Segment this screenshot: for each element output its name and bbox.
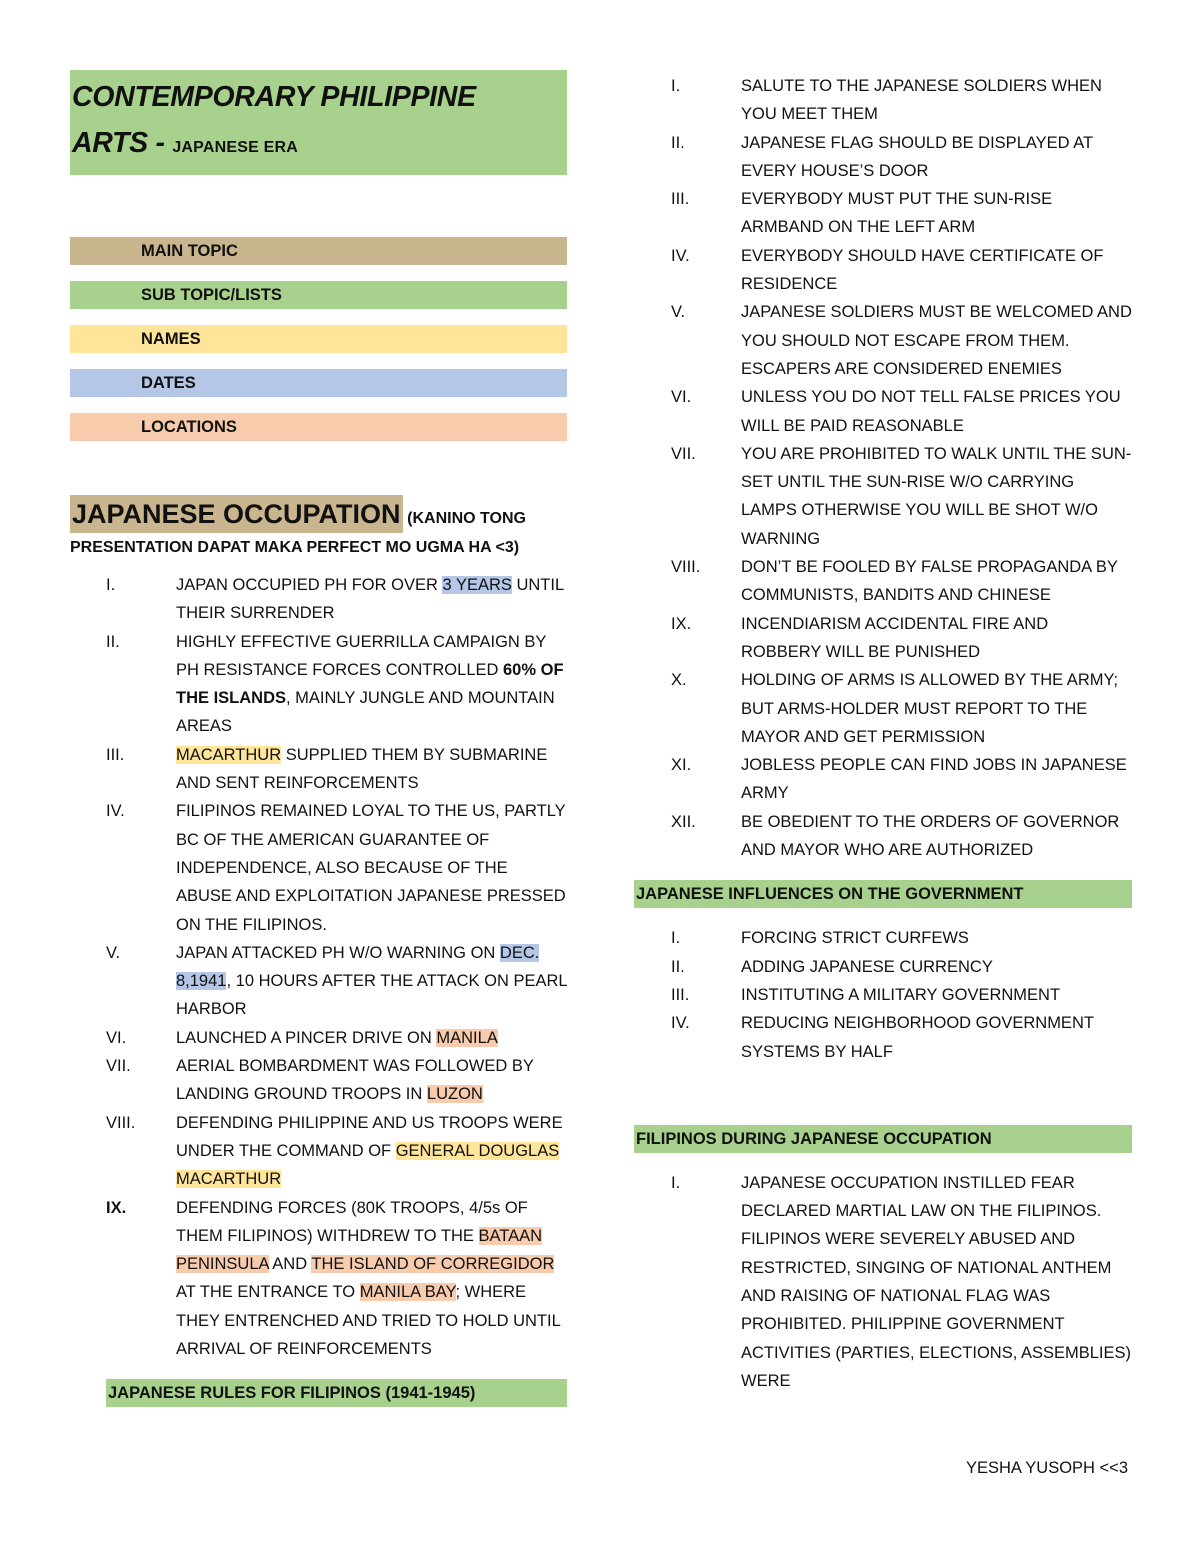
item-number: XII. (671, 812, 696, 831)
page-title (70, 70, 567, 175)
legend-locations: LOCATIONS (70, 413, 567, 441)
occupation-list (70, 571, 567, 1363)
list-item (634, 924, 1132, 952)
legend-main-topic: MAIN TOPIC (70, 237, 567, 265)
right-column (634, 70, 1132, 1395)
list-item (70, 1109, 567, 1194)
color-legend (70, 237, 567, 441)
item-number: I. (671, 1173, 681, 1192)
name-highlight: MACARTHUR (176, 745, 282, 764)
item-text: INCENDIARISM ACCIDENTAL FIRE AND ROBBERY WILL BE PUNISHED (741, 614, 1049, 661)
location-highlight: MANILA BAY (359, 1283, 456, 1302)
location-highlight: LUZON (426, 1085, 483, 1104)
list-item (70, 1052, 567, 1109)
name-highlight: GENERAL DOUGLAS MACARTHUR (176, 1141, 560, 1189)
filipinos-heading: FILIPINOS DURING JAPANESE OCCUPATION (634, 1125, 1132, 1153)
item-text: JAPANESE SOLDIERS MUST BE WELCOMED AND YOU SHOULD NOT ESCAPE FROM THEM. ESCAPERS ARE CONSIDERED ENEMIES (741, 303, 1132, 378)
item-text: BE OBEDIENT TO THE ORDERS OF GOVERNOR AND MAYOR WHO ARE AUTHORIZED (741, 812, 1120, 860)
item-text: UNTIL THEIR SURRENDER (176, 576, 564, 623)
rules-list (634, 72, 1132, 864)
item-number: VIII. (671, 558, 701, 577)
item-text: SALUTE TO THE JAPANESE SOLDIERS WHEN YOU MEET THEM (741, 77, 1102, 124)
list-item (634, 981, 1132, 1009)
location-highlight: THE ISLAND OF CORREGIDOR (311, 1255, 555, 1274)
item-number: IX. (106, 1198, 127, 1217)
item-text: , 10 HOURS AFTER THE ATTACK ON PEARL HARBOR (176, 972, 567, 1019)
item-number: III. (671, 190, 690, 209)
list-item (634, 1169, 1132, 1395)
item-number: IV. (671, 246, 690, 265)
list-item (70, 939, 567, 1024)
item-number: IV. (671, 1014, 690, 1033)
list-item (634, 666, 1132, 751)
item-number: VII. (106, 1057, 131, 1076)
item-number: X. (671, 671, 687, 690)
legend-names: NAMES (70, 325, 567, 353)
item-text: REDUCING NEIGHBORHOOD GOVERNMENT SYSTEMS BY HALF (741, 1014, 1094, 1061)
filipinos-list (634, 1169, 1132, 1395)
list-item (634, 72, 1132, 129)
item-text: AT THE ENTRANCE TO (176, 1283, 360, 1302)
item-number: III. (106, 745, 125, 764)
item-number: V. (671, 303, 686, 322)
item-number: VIII. (106, 1113, 136, 1132)
item-text: FORCING STRICT CURFEWS (741, 929, 969, 948)
list-item (634, 953, 1132, 981)
list-item (634, 185, 1132, 242)
item-number: XI. (671, 756, 692, 775)
item-text: AERIAL BOMBARDMENT WAS FOLLOWED BY LANDING GROUND TROOPS IN (176, 1057, 534, 1104)
date-highlight: 3 YEARS (442, 576, 512, 594)
item-number: II. (106, 632, 120, 651)
item-number: III. (671, 985, 690, 1004)
legend-sub-topic: SUB TOPIC/LISTS (70, 281, 567, 309)
location-highlight: BATAAN PENINSULA (176, 1226, 543, 1274)
list-item (634, 129, 1132, 186)
title-subtitle: JAPANESE ERA (172, 139, 299, 156)
item-number: VI. (106, 1028, 127, 1047)
item-number: VI. (671, 388, 692, 407)
bold-text: 60% OF THE ISLANDS (176, 660, 564, 708)
item-text: DEFENDING FORCES (80K TROOPS, 4/5s OF THEM FILIPINOS) WITHDREW TO THE (176, 1198, 528, 1245)
item-number: II. (671, 957, 685, 976)
item-text: ADDING JAPANESE CURRENCY (741, 957, 993, 976)
item-text: HIGHLY EFFECTIVE GUERRILLA CAMPAIGN BY PH RESISTANCE FORCES CONTROLLED (176, 632, 547, 679)
legend-dates: DATES (70, 369, 567, 397)
item-text: JAPAN ATTACKED PH W/O WARNING ON (176, 943, 500, 962)
influences-list (634, 924, 1132, 1065)
list-item (634, 751, 1132, 808)
list-item (634, 298, 1132, 383)
location-highlight: MANILA (436, 1028, 498, 1047)
title-line-2 (72, 120, 565, 171)
list-item (70, 797, 567, 938)
item-text: DEFENDING PHILIPPINE AND US TROOPS WERE UNDER THE COMMAND OF (176, 1113, 563, 1160)
title-arts: ARTS - (72, 127, 165, 159)
item-number: I. (106, 576, 116, 594)
topic-note-a: (KANINO TONG (407, 510, 526, 527)
rules-heading: JAPANESE RULES FOR FILIPINOS (1941-1945) (106, 1379, 567, 1407)
list-item (70, 1024, 567, 1052)
footer-signature: YESHA YUSOPH <<3 (965, 1459, 1128, 1477)
item-text: YOU ARE PROHIBITED TO WALK UNTIL THE SUN-SET UNTIL THE SUN-RISE W/O CARRYING LAMPS OTHERWISE YOU WILL BE SHOT W/O WARNING (741, 444, 1132, 548)
item-number: II. (671, 133, 685, 152)
influences-heading: JAPANESE INFLUENCES ON THE GOVERNMENT (634, 880, 1132, 908)
item-text: ; WHERE THEY ENTRENCHED AND TRIED TO HOLD UNTIL ARRIVAL OF REINFORCEMENTS (176, 1283, 561, 1359)
item-text: JOBLESS PEOPLE CAN FIND JOBS IN JAPANESE ARMY (741, 756, 1127, 803)
item-text: HOLDING OF ARMS IS ALLOWED BY THE ARMY; BUT ARMS-HOLDER MUST REPORT TO THE MAYOR AND GET PERMISSION (741, 671, 1118, 746)
left-column (70, 70, 567, 1407)
item-text: AND (268, 1255, 312, 1274)
item-text: JAPANESE FLAG SHOULD BE DISPLAYED AT EVERY HOUSE’S DOOR (741, 133, 1093, 180)
item-text: LAUNCHED A PINCER DRIVE ON (176, 1028, 437, 1047)
list-item (70, 741, 567, 798)
list-item (634, 440, 1132, 553)
list-item (634, 553, 1132, 610)
list-item (634, 383, 1132, 440)
item-number: IX. (671, 614, 692, 633)
title-line-1: CONTEMPORARY PHILIPPINE (72, 81, 476, 113)
item-text: EVERYBODY SHOULD HAVE CERTIFICATE OF RESIDENCE (741, 246, 1104, 294)
item-text: JAPAN OCCUPIED PH FOR OVER (176, 576, 443, 594)
list-item (70, 628, 567, 741)
list-item (634, 808, 1132, 865)
item-text: FILIPINOS REMAINED LOYAL TO THE US, PARTLY BC OF THE AMERICAN GUARANTEE OF INDEPENDENCE, ALSO BECAUSE OF THE ABUSE AND EXPLOITATION JAPANESE PRESSED ON THE FILIPINOS. (176, 802, 566, 934)
item-text: EVERYBODY MUST PUT THE SUN-RISE ARMBAND ON THE LEFT ARM (741, 190, 1053, 237)
item-number: V. (106, 943, 121, 962)
item-text: DON’T BE FOOLED BY FALSE PROPAGANDA BY COMMUNISTS, BANDITS AND CHINESE (741, 558, 1118, 605)
list-item (70, 571, 567, 628)
item-text: UNLESS YOU DO NOT TELL FALSE PRICES YOU WILL BE PAID REASONABLE (741, 388, 1121, 435)
item-number: I. (671, 929, 681, 948)
main-topic-title: JAPANESE OCCUPATION (70, 495, 403, 533)
date-highlight: DEC. 8,1941 (176, 943, 540, 991)
topic-note-b: PRESENTATION DAPAT MAKA PERFECT MO UGMA HA <3) (70, 539, 520, 556)
item-number: IV. (106, 802, 125, 821)
list-item (634, 1009, 1132, 1066)
item-number: I. (671, 77, 681, 95)
item-text: , MAINLY JUNGLE AND MOUNTAIN AREAS (176, 689, 555, 736)
item-text: JAPANESE OCCUPATION INSTILLED FEAR DECLARED MARTIAL LAW ON THE FILIPINOS. FILIPINOS WERE SEVERELY ABUSED AND RESTRICTED, SINGING OF NATIONAL ANTHEM AND RAISING OF NATIONAL FLAG WAS PROHIBITED. PHILIPPINE GOVERNMENT ACTIVITIES (PARTIES, ELECTIONS, ASSEMBLIES) WERE (741, 1173, 1131, 1390)
item-number: VII. (671, 444, 696, 463)
occupation-heading (70, 495, 567, 563)
item-text: INSTITUTING A MILITARY GOVERNMENT (741, 985, 1061, 1004)
list-item (70, 1194, 567, 1364)
item-text: SUPPLIED THEM BY SUBMARINE AND SENT REINFORCEMENTS (176, 745, 548, 793)
list-item (634, 610, 1132, 667)
list-item (634, 242, 1132, 299)
